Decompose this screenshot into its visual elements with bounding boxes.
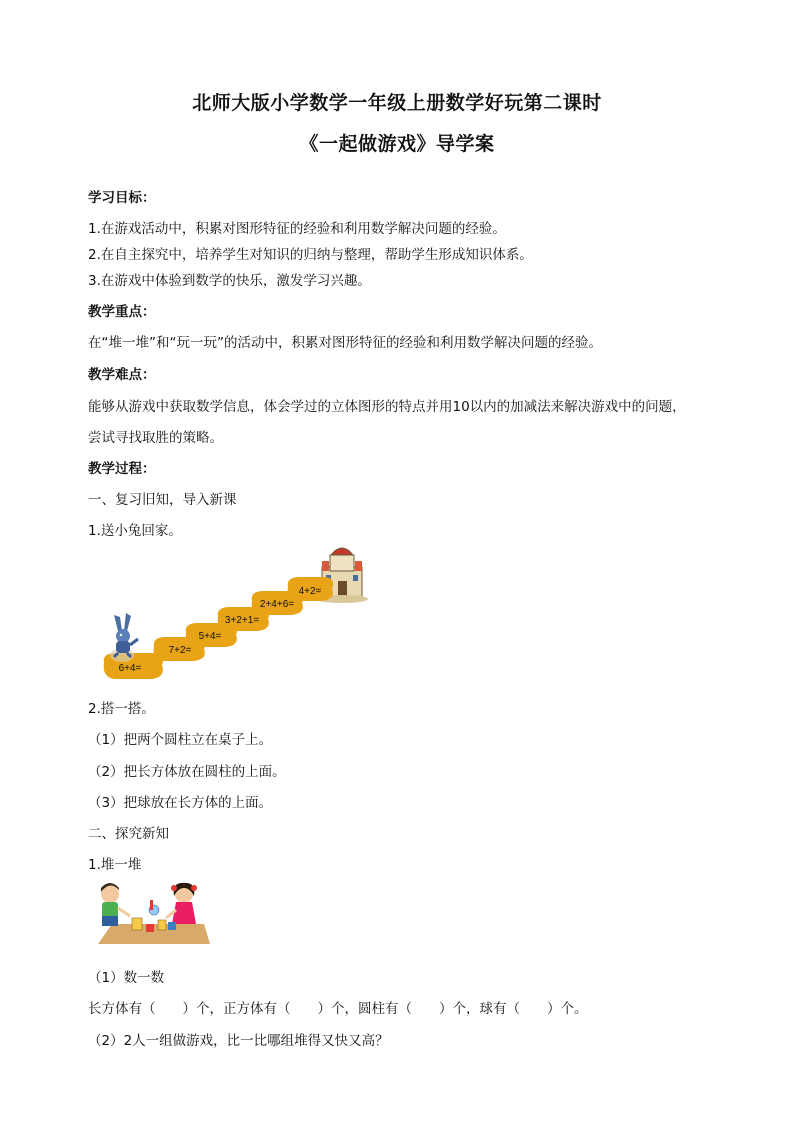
title-line-1: 北师大版小学数学一年级上册数学好玩第二课时	[192, 92, 602, 114]
goal-item: 2.在自主探究中，培养学生对知识的归纳与整理，帮助学生形成知识体系。	[88, 247, 533, 263]
bunny-icon	[110, 613, 138, 662]
goal-item: 3.在游戏中体验到数学的快乐，激发学习兴趣。	[88, 273, 371, 289]
difficulty-text: 能够从游戏中获取数学信息，体会学过的立体图形的特点并用10以内的加减法来解决游戏中的问题，	[88, 399, 686, 415]
title-line-2: 《一起做游戏》导学案	[299, 133, 495, 155]
item-2-title: 2.搭一搭。	[88, 701, 155, 717]
pile-title: 1.堆一堆	[88, 857, 142, 873]
difficulty-text: 尝试寻找取胜的策略。	[88, 430, 223, 446]
girl-icon	[166, 883, 197, 924]
section-2-title: 二、探究新知	[88, 826, 169, 842]
goals-heading: 学习目标：	[88, 190, 156, 206]
stone-label: 7+2=	[168, 645, 192, 656]
stone-label: 4+2=	[298, 586, 322, 597]
difficulty-heading: 教学难点：	[88, 367, 156, 383]
stone-label: 6+4=	[118, 663, 142, 674]
build-step: （1）把两个圆柱立在桌子上。	[88, 732, 273, 748]
count-text: 长方体有（ ）个，正方体有（ ）个，圆柱有（ ）个，球有（ ）个。	[88, 1001, 588, 1017]
stone-label: 3+2+1=	[224, 615, 260, 626]
stone-label: 5+4=	[198, 631, 222, 642]
key-heading: 教学重点：	[88, 304, 156, 320]
build-step: （2）把长方体放在圆柱的上面。	[88, 764, 286, 780]
goal-item: 1.在游戏活动中，积累对图形特征的经验和利用数学解决问题的经验。	[88, 221, 506, 237]
item-1-title: 1.送小兔回家。	[88, 523, 182, 539]
boy-icon	[101, 883, 130, 926]
bunny-home-illustration	[100, 543, 380, 693]
children-stacking-illustration	[92, 880, 214, 950]
key-text: 在“堆一堆”和“玩一玩”的活动中，积累对图形特征的经验和利用数学解决问题的经验。	[88, 335, 602, 351]
process-heading: 教学过程：	[88, 461, 156, 477]
group-text: （2）2人一组做游戏，比一比哪组堆得又快又高？	[88, 1033, 389, 1049]
section-1-title: 一、复习旧知，导入新课	[88, 492, 237, 508]
build-step: （3）把球放在长方体的上面。	[88, 795, 273, 811]
stone-label: 2+4+6=	[259, 599, 295, 610]
stone-step	[288, 577, 333, 601]
count-title: （1）数一数	[88, 970, 165, 986]
